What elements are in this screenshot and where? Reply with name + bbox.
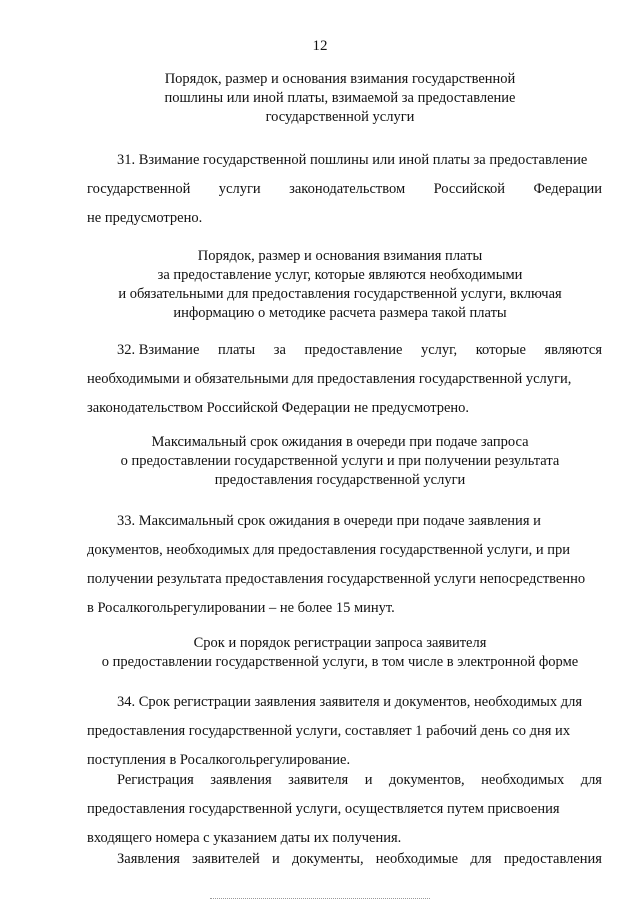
heading-line: Срок и порядок регистрации запроса заявителя xyxy=(193,635,487,651)
word: заявителя xyxy=(288,772,349,788)
paragraph-line xyxy=(87,507,602,536)
paragraph-text: 31. Взимание государственной пошлины или иной платы за предоставление xyxy=(117,152,588,168)
paragraph-35 xyxy=(87,766,602,853)
heading-line: о предоставлении государственной услуги и при получении результата xyxy=(120,453,560,469)
word: которые xyxy=(475,342,526,358)
word: для xyxy=(470,851,492,867)
paragraph-line: входящего номера с указанием даты их получения. xyxy=(87,830,402,846)
section-heading-additional-services-fee xyxy=(60,247,620,323)
heading-line: о предоставлении государственной услуги, в том числе в электронной форме xyxy=(101,654,579,670)
word: для xyxy=(580,772,602,788)
word: платы xyxy=(217,342,256,358)
paragraph-32 xyxy=(87,336,602,423)
word: заявителей xyxy=(192,851,260,867)
paragraph-31 xyxy=(87,146,602,233)
paragraph-text: 33. Максимальный срок ожидания в очереди при подаче заявления и xyxy=(117,513,541,529)
heading-line: за предоставление услуг, которые являются необходимыми xyxy=(157,267,523,283)
word: необходимые xyxy=(375,851,459,867)
word: и xyxy=(271,851,280,867)
heading-line: государственной услуги xyxy=(265,109,415,125)
heading-line: Максимальный срок ожидания в очереди при подаче запроса xyxy=(151,434,529,450)
paragraph-33 xyxy=(87,507,602,623)
heading-line: пошлины или иной платы, взимаемой за предоставление xyxy=(164,90,516,106)
word: документы, xyxy=(291,851,364,867)
section-heading-registration xyxy=(60,634,620,672)
word: предоставления xyxy=(503,851,602,867)
paragraph-36 xyxy=(87,845,602,874)
word: услуги xyxy=(218,181,261,197)
paragraph-text: 34. Срок регистрации заявления заявителя и документов, необходимых для xyxy=(117,694,583,710)
word: 32. Взимание xyxy=(117,342,200,358)
heading-line: Порядок, размер и основания взимания платы xyxy=(197,248,483,264)
word: являются xyxy=(544,342,602,358)
paragraph-line: предоставления государственной услуги, составляет 1 рабочий день со дня их xyxy=(87,723,571,739)
section-heading-fee xyxy=(60,70,620,127)
heading-line: информацию о методике расчета размера такой платы xyxy=(173,305,507,321)
paragraph-line: необходимыми и обязательными для предоставления государственной услуги, xyxy=(87,371,572,387)
paragraph-line-justified xyxy=(87,175,602,204)
word: документов, xyxy=(388,772,465,788)
heading-line: предоставления государственной услуги xyxy=(214,472,466,488)
word: заявления xyxy=(210,772,272,788)
paragraph-34 xyxy=(87,688,602,775)
word: Регистрация xyxy=(117,772,194,788)
paragraph-line xyxy=(87,146,602,175)
paragraph-line-justified xyxy=(87,845,602,874)
word: Федерации xyxy=(533,181,602,197)
word: предоставление xyxy=(304,342,403,358)
paragraph-line: получении результата предоставления государственной услуги непосредственно xyxy=(87,571,586,587)
paragraph-line: предоставления государственной услуги, осуществляется путем присвоения xyxy=(87,801,560,817)
word: законодательством xyxy=(289,181,406,197)
heading-line: и обязательными для предоставления государственной услуги, включая xyxy=(118,286,562,302)
word: и xyxy=(364,772,373,788)
word: за xyxy=(273,342,286,358)
page-number: 12 xyxy=(312,38,328,54)
paragraph-line: документов, необходимых для предоставления государственной услуги, и при xyxy=(87,542,571,558)
word: Российской xyxy=(433,181,506,197)
heading-line: Порядок, размер и основания взимания государственной xyxy=(164,71,516,87)
paragraph-line: не предусмотрено. xyxy=(87,210,203,226)
paragraph-line: законодательством Российской Федерации не предусмотрено. xyxy=(87,400,470,416)
word: Заявления xyxy=(117,851,180,867)
paragraph-line: поступления в Росалкогольрегулирование. xyxy=(87,752,351,768)
word: необходимых xyxy=(481,772,565,788)
scan-artifact-line xyxy=(210,898,430,901)
word: услуг, xyxy=(421,342,458,358)
word: государственной xyxy=(87,181,191,197)
section-heading-queue-time xyxy=(60,433,620,490)
paragraph-line: в Росалкогольрегулировании – не более 15 минут. xyxy=(87,600,395,616)
paragraph-line-justified xyxy=(87,336,602,365)
paragraph-line xyxy=(87,688,602,717)
paragraph-line-justified xyxy=(87,766,602,795)
